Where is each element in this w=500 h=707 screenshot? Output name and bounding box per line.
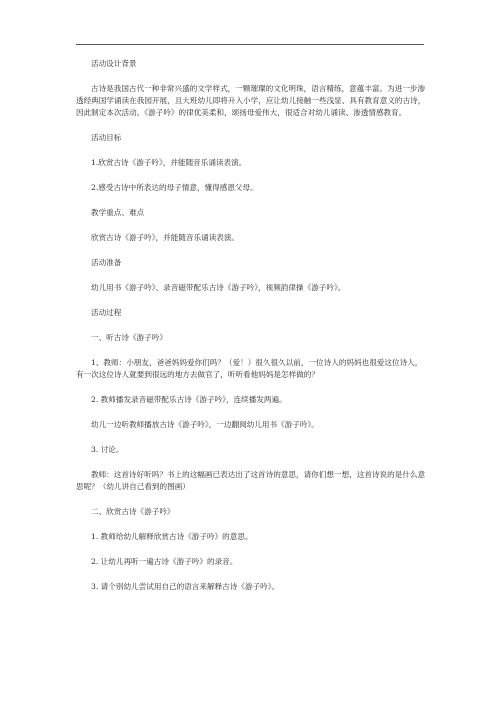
section-heading-goals: 活动目标 xyxy=(91,133,122,142)
process-step-3: 3. 讨论。 xyxy=(91,445,124,454)
section-heading-preparation: 活动准备 xyxy=(91,258,122,267)
process-step-2-note: 幼儿一边听教师播放古诗《游子吟》，一边翻阅幼儿用书《游子吟》。 xyxy=(91,420,319,429)
paragraph-background: 古诗是我国古代一种非常兴盛的文学样式，一颗璀璨的文化明珠，语言精练，意蕴丰富。为进一步渗透经典国学诵读在我园开展，且大班幼儿即将升入小学，应让幼儿接触一些浅显、具有教育意义的古诗，因此制定本次活动。《游子吟》的律优美柔和，颂扬母爱伟大，很适合对幼儿诵读、渗透情感教育。 xyxy=(76,84,426,117)
document-body xyxy=(76,58,426,593)
process-step-3-detail: 教师：这首诗好听吗？书上的这幅画已表达出了这首诗的意思，请你们想一想，这首诗说的是什么意思呢？（幼儿讲自己看到的图画） xyxy=(76,470,426,491)
appreciate-step-1: 1. 教师给幼儿解释欣赏古诗《游子吟》的意思。 xyxy=(91,532,253,541)
goal-item-1: 1.欣赏古诗《游子吟》，并能随音乐诵读表演。 xyxy=(91,158,247,167)
header-rule xyxy=(76,44,424,45)
goal-item-2: 2.感受古诗中所表达的母子情意，懂得感恩父母。 xyxy=(91,183,258,192)
paragraph-preparation: 幼儿用书《游子吟》、录音磁带配乐古诗《游子吟》，视频韵律操《游子吟》。 xyxy=(91,283,346,292)
paragraph-keypoints: 欣赏古诗《游子吟》，并能随音乐诵读表演。 xyxy=(91,233,240,242)
section-heading-keypoints: 教学重点、难点 xyxy=(91,208,145,217)
section-heading-background: 活动设计背景 xyxy=(91,59,137,68)
process-step-1: 1、教师：小朋友，爸爸妈妈爱你们吗？（爱！）很久很久以前，一位诗人的妈妈也很爱这位诗人，有一次这位诗人就要到很远的地方去做官了，听听看他妈妈是怎样做的？ xyxy=(76,358,423,379)
appreciate-step-3: 3. 请个别幼儿尝试用自己的语言来解释古诗《游子吟》。 xyxy=(91,582,280,591)
subheading-appreciate: 二、欣赏古诗《游子吟》 xyxy=(91,507,175,516)
subheading-listen: 一、听古诗《游子吟》 xyxy=(91,333,167,342)
section-heading-process: 活动过程 xyxy=(91,308,122,317)
process-step-2: 2. 教师播发录音磁带配乐古诗《游子吟》，连续播发两遍。 xyxy=(91,395,287,404)
appreciate-step-2: 2. 让幼儿再听一遍古诗《游子吟》的录音。 xyxy=(91,557,238,566)
